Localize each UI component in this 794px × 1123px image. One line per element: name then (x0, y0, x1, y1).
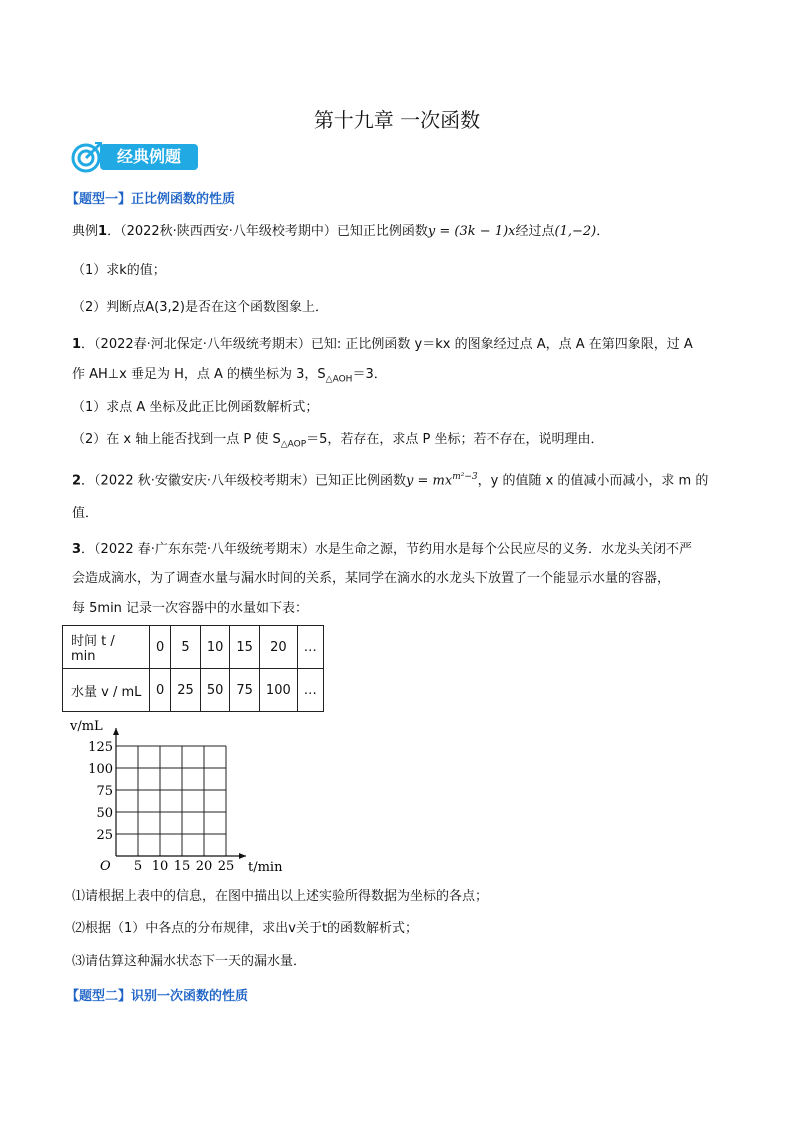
section-heading-1: 【题型一】正比例函数的性质 (66, 192, 236, 207)
example-q1: （1）求k的值； (72, 263, 166, 278)
table-cell: … (297, 626, 323, 669)
target-icon (70, 140, 104, 174)
problem-3-q1: ⑴请根据上表中的信息，在图中描出以上述实验所得数据为坐标的各点； (72, 889, 489, 904)
table-cell: 0 (150, 669, 171, 712)
y-axis-arrow (113, 728, 119, 735)
x-axis-arrow (239, 853, 246, 859)
y-axis-label: v/mL (70, 719, 103, 734)
problem-1-line-1: 1．（2022春·河北保定·八年级统考期末）已知: 正比例函数 y＝kx 的图象经过点 A，点 A 在第四象限，过 A (72, 337, 693, 352)
table-cell: … (297, 669, 323, 712)
example-formula: y = (3k − 1)x (427, 224, 516, 239)
x-tick-label: 5 (133, 859, 143, 874)
problem-2-line-1: 2．（2022 秋·安徽安庆·八年级校考期末）已知正比例函数$y = mx^{m^2-3}$，y 的值随 x 的值减小而减小，求 m 的 (72, 472, 709, 489)
x-tick-label: 20 (195, 859, 213, 874)
example-q2: （2）判断点A(3,2)是否在这个函数图象上． (72, 300, 328, 315)
coordinate-grid-chart (64, 716, 284, 876)
table-cell: 75 (230, 669, 260, 712)
table-cell: 15 (230, 626, 260, 669)
y-tick-label: 50 (96, 806, 113, 821)
y-tick-label: 100 (88, 762, 113, 777)
y-tick-label: 25 (96, 828, 113, 843)
table-cell: 50 (200, 669, 230, 712)
problem-3-q2: ⑵根据（1）中各点的分布规律，求出v关于t的函数解析式； (72, 921, 419, 936)
table-row (63, 626, 324, 669)
x-tick-label: 10 (151, 859, 169, 874)
y-tick-label: 125 (88, 740, 113, 755)
problem-1-q2: （2）在 x 轴上能否找到一点 P 使 $S_{\triangle AOP}=5$，若存在，求点 P 坐标；若不存在，说明理由． (72, 432, 604, 450)
table-cell: 5 (171, 626, 201, 669)
x-axis-label: t/min (248, 860, 283, 875)
table-cell: 10 (200, 626, 230, 669)
table-cell: 20 (259, 626, 297, 669)
badge-label: 经典例题 (100, 144, 198, 170)
table-row-header: 时间 t / min (63, 626, 150, 669)
problem-3-line-3: 每 5min 记录一次容器中的水量如下表： (72, 601, 309, 616)
table-cell: 0 (150, 626, 171, 669)
y-tick-label: 75 (96, 784, 113, 799)
problem-3-line-2: 会造成滴水，为了调查水量与漏水时间的关系，某同学在滴水的水龙头下放置了一个能显示水量的容器， (72, 571, 671, 586)
data-table (62, 625, 324, 712)
problem-1-line-2: 作 AH⊥x 垂足为 H，点 A 的横坐标为 3，$S_{\triangle AOH}=3$． (72, 367, 387, 385)
x-tick-label: 25 (217, 859, 235, 874)
section-heading-2: 【题型二】识别一次函数的性质 (66, 989, 249, 1004)
problem-3-line-1: 3．（2022 春·广东东莞·八年级统考期末）水是生命之源，节约用水是每个公民应尽的义务．水龙头关闭不严 (72, 542, 693, 557)
origin-label: O (100, 859, 111, 874)
table-cell: 25 (171, 669, 201, 712)
example-1: 典例1．（2022秋·陕西西安·八年级校考期中）已知正比例函数y = (3k − 1)x经过点(1,−2)． (72, 224, 610, 239)
table-cell: 100 (259, 669, 297, 712)
problem-3-q3: ⑶请估算这种漏水状态下一天的漏水量． (72, 954, 307, 969)
section-badge (70, 140, 202, 174)
table-row (63, 669, 324, 712)
table-row-header: 水量 v / mL (63, 669, 150, 712)
page-title: 第十九章 一次函数 (313, 108, 481, 132)
problem-2-line-2: 值． (72, 506, 99, 521)
x-tick-label: 15 (173, 859, 191, 874)
problem-1-q1: （1）求点 A 坐标及此正比例函数解析式； (72, 400, 319, 415)
